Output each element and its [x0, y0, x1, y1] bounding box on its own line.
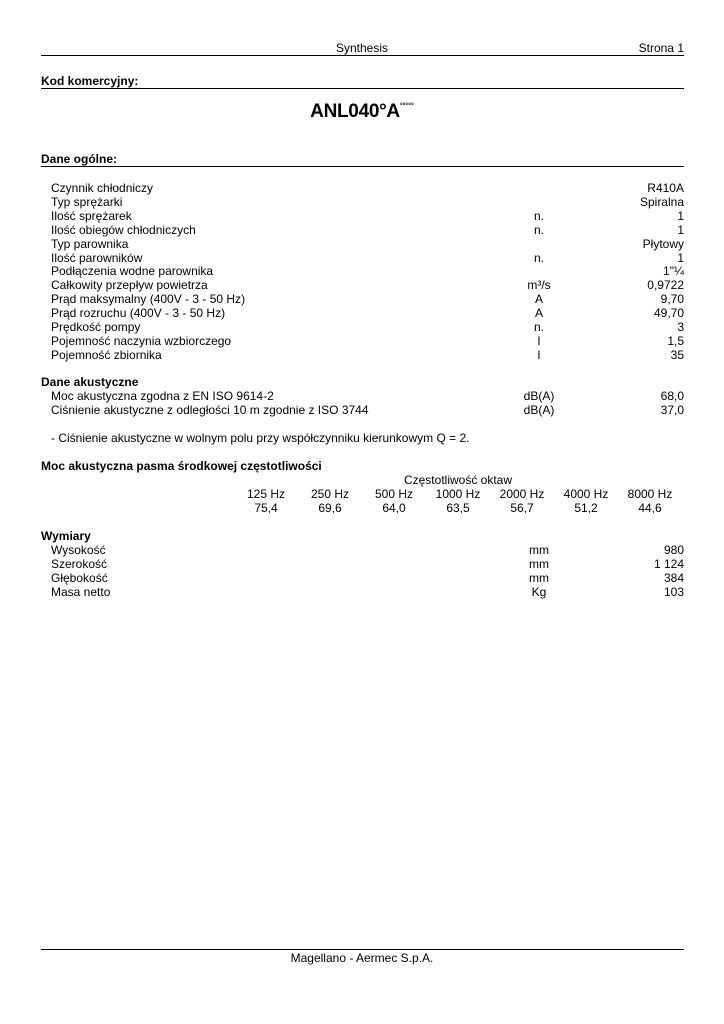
general-data-row	[0, 251, 724, 265]
acoustic-data-row-label: Ciśnienie akustyczne z odległości 10 m zgodnie z ISO 3744	[51, 403, 369, 417]
general-data-row-label: Ilość sprężarek	[51, 208, 132, 223]
general-data-row	[0, 292, 724, 306]
general-data-row	[0, 334, 724, 348]
acoustic-data-row-value: 37,0	[660, 403, 684, 417]
general-data-row	[0, 237, 724, 251]
octave-band-value: 63,5	[446, 501, 470, 515]
dimension-row-unit: mm	[529, 571, 549, 585]
commercial-code-rule	[41, 88, 684, 89]
general-data-row-label: Prędkość pompy	[51, 320, 141, 334]
general-data-row	[0, 223, 724, 237]
dimension-row-unit: Kg	[531, 585, 547, 599]
general-data-row-label: Całkowity przepływ powietrza	[51, 278, 208, 293]
octave-band-value: 44,6	[638, 501, 662, 515]
general-data-row-value: 0,9722	[647, 278, 684, 293]
general-data-heading: Dane ogólne:	[41, 152, 118, 166]
general-data-row	[0, 320, 724, 334]
dimension-row	[0, 585, 724, 599]
general-data-row-unit: n.	[533, 250, 544, 265]
general-data-row	[0, 278, 724, 292]
dimension-row	[0, 543, 724, 557]
general-data-row	[0, 264, 724, 278]
dimension-row	[0, 557, 724, 571]
general-data-row-unit: A	[534, 292, 543, 307]
dimension-row-label: Masa netto	[51, 585, 111, 599]
general-data-row-label: Ilość parowników	[51, 250, 143, 265]
footer-company: Magellano - Aermec S.p.A.	[290, 951, 434, 965]
general-data-row-unit: n.	[533, 320, 544, 334]
document-title: Synthesis	[335, 41, 389, 55]
dimension-row	[0, 571, 724, 585]
general-data-row-unit: m³/s	[527, 278, 551, 293]
dimension-row-value: 384	[663, 571, 684, 585]
general-data-row-value: 35	[670, 347, 684, 362]
octave-band-label: 500 Hz	[374, 487, 414, 501]
general-data-row-value: 49,70	[653, 306, 684, 321]
octave-band-label: 4000 Hz	[563, 487, 609, 501]
general-data-row-value: 3	[677, 320, 684, 334]
dimension-row-value: 1 124	[653, 557, 684, 571]
acoustic-data-row-value: 68,0	[660, 389, 684, 403]
acoustic-data-row-unit: dB(A)	[523, 403, 555, 417]
general-data-row-unit: l	[537, 333, 541, 348]
general-data-rule	[41, 166, 684, 167]
general-data-row-label: Pojemność zbiornika	[51, 347, 162, 362]
octave-band-label: 2000 Hz	[499, 487, 545, 501]
octave-heading: Moc akustyczna pasma środkowej częstotliwości	[41, 459, 322, 473]
general-data-row	[0, 195, 724, 209]
general-data-row-value: Płytowy	[642, 236, 684, 251]
header-rule	[41, 55, 684, 56]
general-data-row-unit: A	[534, 306, 543, 321]
octave-band-value: 64,0	[382, 501, 406, 515]
general-data-row-unit: l	[537, 347, 541, 362]
octave-band-value: 56,7	[510, 501, 534, 515]
general-data-row	[0, 306, 724, 320]
general-data-row-unit: n.	[533, 208, 544, 223]
dimension-row-label: Wysokość	[51, 543, 106, 557]
octave-band-value: 51,2	[574, 501, 598, 515]
octave-band-label: 250 Hz	[310, 487, 350, 501]
general-data-row	[0, 209, 724, 223]
general-data-row-value: Spiralna	[639, 194, 684, 209]
footer-rule	[41, 949, 684, 950]
general-data-row-value: R410A	[647, 181, 684, 195]
acoustic-data-row	[0, 389, 724, 403]
general-data-row-unit: n.	[533, 222, 544, 237]
dimension-row-label: Szerokość	[51, 557, 108, 571]
dimensions-heading: Wymiary	[41, 529, 91, 543]
general-data-row	[0, 181, 724, 195]
general-data-row-label: Czynnik chłodniczy	[51, 181, 154, 195]
general-data-row-value: 1,5	[667, 333, 684, 348]
general-data-row-label: Typ parownika	[51, 236, 129, 251]
general-data-row-label: Ilość obiegów chłodniczych	[51, 222, 196, 237]
page-number: Strona 1	[638, 41, 684, 55]
octave-subheading: Częstotliwość oktaw	[403, 473, 513, 487]
acoustic-data-row	[0, 403, 724, 417]
dimension-row-unit: mm	[529, 557, 549, 571]
dimension-row-value: 980	[663, 543, 684, 557]
general-data-row-label: Prąd rozruchu (400V - 3 - 50 Hz)	[51, 306, 226, 321]
general-data-row-value: 1	[677, 208, 684, 223]
general-data-row-label: Podłączenia wodne parownika	[51, 264, 214, 279]
octave-band-label: 125 Hz	[246, 487, 286, 501]
general-data-row-value: 1	[677, 222, 684, 237]
general-data-row-label: Typ sprężarki	[51, 194, 123, 209]
general-data-row-label: Pojemność naczynia wzbiorczego	[51, 333, 232, 348]
model-code-suffix: °°°°°	[399, 103, 414, 110]
dimension-row-value: 103	[663, 585, 684, 599]
dimension-row-unit: mm	[529, 543, 549, 557]
acoustic-data-row-unit: dB(A)	[523, 389, 555, 403]
commercial-code-heading: Kod komercyjny:	[41, 74, 139, 88]
model-code-text: ANL040°A	[310, 101, 400, 122]
general-data-row-value: 1"¼	[663, 264, 684, 279]
octave-band-value: 75,4	[254, 501, 278, 515]
acoustic-note: - Ciśnienie akustyczne w wolnym polu przy współczynniku kierunkowym Q = 2.	[51, 431, 470, 445]
general-data-row	[0, 348, 724, 362]
acoustic-data-row-label: Moc akustyczna zgodna z EN ISO 9614-2	[51, 389, 274, 403]
octave-band-label: 8000 Hz	[627, 487, 673, 501]
model-code	[0, 101, 724, 123]
general-data-row-label: Prąd maksymalny (400V - 3 - 50 Hz)	[51, 292, 246, 307]
octave-band-label: 1000 Hz	[435, 487, 481, 501]
general-data-row-value: 1	[677, 250, 684, 265]
octave-band-value: 69,6	[318, 501, 342, 515]
dimension-row-label: Głębokość	[51, 571, 108, 585]
general-data-row-value: 9,70	[660, 292, 684, 307]
acoustic-data-heading: Dane akustyczne	[41, 375, 139, 389]
